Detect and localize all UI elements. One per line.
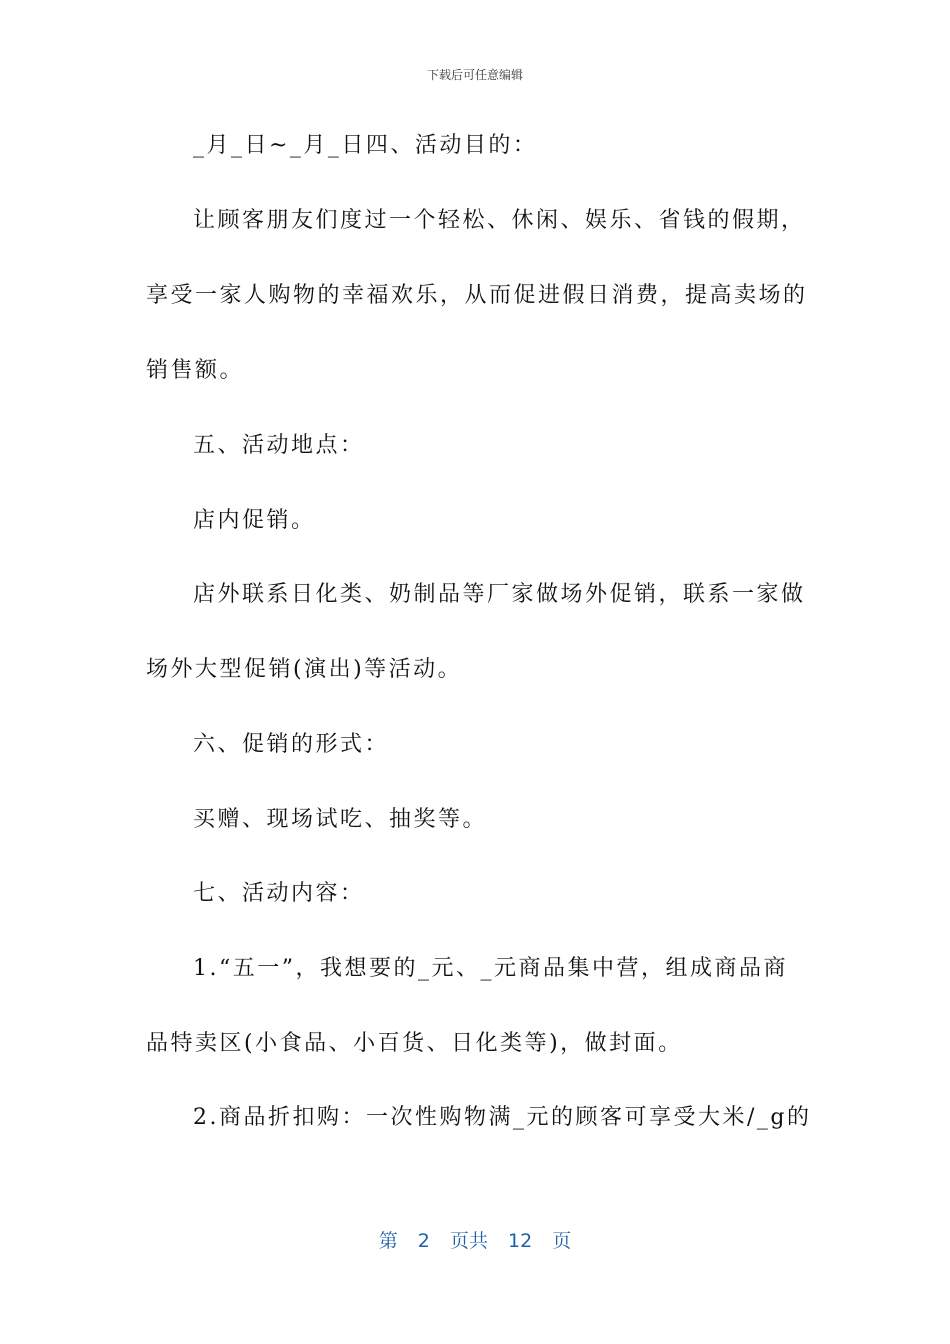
paragraph-line: 场外大型促销(演出)等活动。	[146, 657, 463, 682]
page-header: 下载后可任意编辑	[426, 68, 523, 82]
footer-middle: 页共	[449, 1230, 488, 1252]
footer-page-total: 12	[508, 1230, 533, 1252]
paragraph-line: 享受一家人购物的幸福欢乐，从而促进假日消费，提高卖场的	[146, 283, 808, 308]
page-footer	[0, 1226, 950, 1253]
section-heading: 五、活动地点：	[193, 433, 365, 458]
paragraph-line: 店外联系日化类、奶制品等厂家做场外促销，联系一家做	[193, 582, 806, 607]
section-heading: 六、促销的形式：	[193, 732, 390, 757]
section-heading: 七、活动内容：	[193, 881, 365, 906]
paragraph-line: 销售额。	[146, 358, 245, 383]
paragraph-line: 让顾客朋友们度过一个轻松、休闲、娱乐、省钱的假期，	[193, 208, 806, 233]
footer-suffix: 页	[552, 1230, 572, 1252]
footer-page-number: 2	[417, 1230, 430, 1252]
paragraph-line: 买赠、现场试吃、抽奖等。	[193, 807, 488, 832]
paragraph-line: 1.“五一”，我想要的_元、_元商品集中营，组成商品商	[193, 956, 788, 981]
paragraph-line: 2.商品折扣购：一次性购物满_元的顾客可享受大米/_g的	[193, 1105, 812, 1130]
paragraph-line: _月_日~_月_日四、活动目的：	[193, 133, 538, 158]
paragraph-line: 品特卖区(小食品、小百货、日化类等)，做封面。	[146, 1031, 683, 1056]
footer-prefix: 第	[378, 1230, 398, 1252]
paragraph-line: 店内促销。	[193, 508, 316, 533]
